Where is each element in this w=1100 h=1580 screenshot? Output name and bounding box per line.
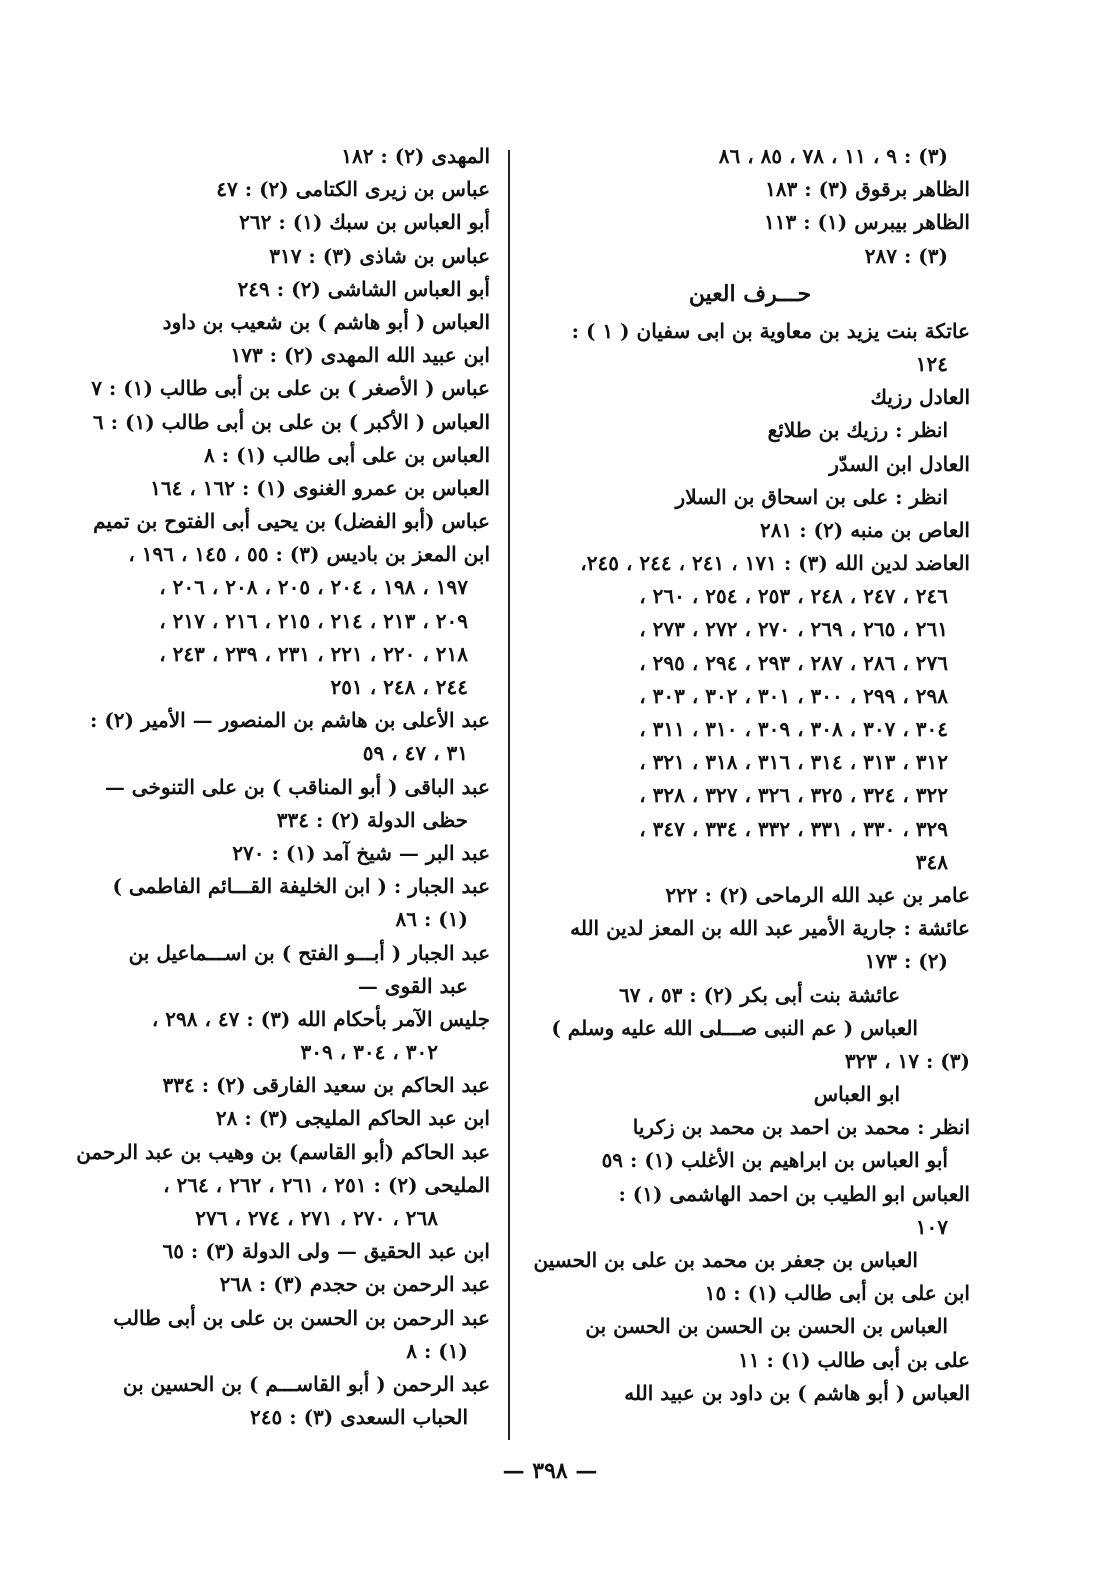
- line-ra-11: ٢٩٨ ، ٢٩٩ ، ٣٠٠ ، ٣٠١ ، ٣٠٢ ، ٣٠٣ ،: [639, 683, 948, 708]
- line-l-37: عبد الرحمن ( أبو القاســـم ) بن الحسين بن: [122, 1371, 490, 1396]
- line-l-3: عباس بن شاذى (٣) : ٣١٧: [269, 243, 490, 268]
- line-ra-8: ٢٤٦ ، ٢٤٧ ، ٢٤٨ ، ٢٥٣ ، ٢٥٤ ، ٢٦٠ ،: [639, 584, 948, 609]
- line-ra-1: ١٢٤: [915, 351, 948, 376]
- line-ra-0: عاتكة بنت يزيد بن معاوية بن ابى سفيان ( ١ ) :: [571, 318, 970, 343]
- line-l-20: حظى الدولة (٢) : ٣٣٤: [276, 807, 468, 832]
- line-l-23: (١) : ٨٦: [395, 907, 468, 932]
- line-l-11: عباس (أبو الفضل) بن يحيى أبى الفتوح بن تميم: [93, 509, 490, 534]
- line-l-26: جليس الآمر بأحكام الله (٣) : ٤٧ ، ٢٩٨ ،: [151, 1006, 490, 1031]
- line-ra-4: العادل ابن السدّر: [829, 451, 970, 476]
- left-column: [40, 140, 490, 1434]
- line-l-31: المليحى (٢) : ٢٥١ ، ٢٦١ ، ٢٦٢ ، ٢٦٤ ،: [163, 1172, 490, 1197]
- line-rb-1: الظاهر برقوق (٣) : ١٨٣: [765, 177, 970, 202]
- line-l-15: ٢١٨ ، ٢٢٠ ، ٢٢١ ، ٢٣١ ، ٢٣٩ ، ٢٤٣ ،: [159, 641, 468, 666]
- line-l-6: ابن عبيد الله المهدى (٢) : ١٧٣: [230, 343, 490, 368]
- line-l-19: عبد الباقى ( أبو المناقب ) بن على التنوخى —: [104, 774, 490, 799]
- right-column: [530, 140, 970, 1443]
- line-l-12: ابن المعز بن باديس (٣) : ٥٥ ، ١٤٥ ، ١٩٦ ،: [128, 542, 490, 567]
- line-ra-26: العباس ابو الطيب بن احمد الهاشمى (١) :: [618, 1181, 970, 1206]
- line-l-27: ٣٠٢ ، ٣٠٤ ، ٣٠٩: [300, 1040, 438, 1065]
- line-ra-15: ٣٢٩ ، ٣٣٠ ، ٣٣١ ، ٣٣٢ ، ٣٣٤ ، ٣٤٧ ،: [639, 816, 948, 841]
- line-ra-24: انظر : محمد بن احمد بن محمد بن زكريا: [632, 1115, 970, 1140]
- line-ra-21: العباس ( عم النبى صـــلى الله عليه وسلم ): [551, 1015, 918, 1040]
- line-l-7: عباس ( الأصغر ) بن على بن أبى طالب (١) : ٧: [91, 376, 490, 401]
- page-number: — ٣٩٨ —: [502, 1458, 598, 1484]
- line-ra-25: أبو العباس بن ابراهيم بن الأغلب (١) : ٥٩: [601, 1148, 948, 1173]
- line-ra-10: ٢٧٦ ، ٢٨٦ ، ٢٨٧ ، ٢٩٣ ، ٢٩٤ ، ٢٩٥ ،: [639, 650, 948, 675]
- line-ra-30: العباس بن الحسن بن الحسن بن الحسن بن: [585, 1314, 948, 1339]
- line-l-4: أبو العباس الشاشى (٢) : ٢٤٩: [237, 276, 490, 301]
- line-l-33: ابن عبد الحقيق — ولى الدولة (٣) : ٦٥: [162, 1239, 490, 1264]
- line-rb-0: (٣) : ٩ ، ١١ ، ٧٨ ، ٨٥ ، ٨٦: [718, 144, 948, 168]
- line-ra-18: عائشة : جارية الأمير عبد الله بن المعز لدين الله: [570, 916, 970, 941]
- line-ra-20: عائشة بنت أبى بكر (٢) : ٥٣ ، ٦٧: [618, 982, 900, 1007]
- line-l-30: عبد الحاكم (أبو القاسم) بن وهيب بن عبد الرحمن: [76, 1139, 490, 1164]
- section-heading: حـــرف العين: [688, 280, 812, 307]
- line-l-8: العباس ( الأكبر ) بن على بن أبى طالب (١) : ٦: [92, 409, 490, 434]
- line-l-25: عبد القوى —: [357, 973, 468, 998]
- line-l-13: ١٩٧ ، ١٩٨ ، ٢٠٤ ، ٢٠٥ ، ٢٠٨ ، ٢٠٦ ،: [159, 575, 468, 600]
- line-l-22: عبد الجبار : ( ابن الخليفة القـــائم الفاطمى ): [112, 874, 490, 899]
- line-ra-33: [530, 1410, 970, 1443]
- line-l-5: العباس ( أبو هاشم ) بن شعيب بن داود: [162, 309, 490, 334]
- line-l-1: عباس بن زيرى الكتامى (٢) : ٤٧: [216, 177, 490, 202]
- line-l-24: عبد الجبار ( أبـــو الفتح ) بن اســـماعيل بن: [128, 940, 490, 965]
- line-ra-9: ٢٦١ ، ٢٦٥ ، ٢٦٩ ، ٢٧٠ ، ٢٧٢ ، ٢٧٣ ،: [639, 617, 948, 642]
- line-l-35: عبد الرحمن بن الحسن بن على بن أبى طالب: [113, 1305, 490, 1330]
- line-l-2: أبو العباس بن سبك (١) : ٢٦٢: [239, 210, 490, 235]
- line-ra-28: العباس بن جعفر بن محمد بن على بن الحسين: [533, 1248, 918, 1272]
- line-l-28: عبد الحاكم بن سعيد الفارقى (٢) : ٣٣٤: [162, 1073, 490, 1098]
- line-l-14: ٢٠٩ ، ٢١٣ ، ٢١٤ ، ٢١٥ ، ٢١٦ ، ٢١٧ ،: [159, 608, 468, 633]
- line-l-18: ٣١ ، ٤٧ ، ٥٩: [362, 741, 468, 766]
- line-l-29: ابن عبد الحاكم المليجى (٣) : ٢٨: [215, 1106, 490, 1131]
- line-ra-31: على بن أبى طالب (١) : ١١: [738, 1347, 970, 1372]
- line-ra-3: انظر : رزيك بن طلائع: [767, 418, 948, 443]
- line-ra-12: ٣٠٤ ، ٣٠٧ ، ٣٠٨ ، ٣٠٩ ، ٣١٠ ، ٣١١ ،: [639, 717, 948, 741]
- line-l-38: الحباب السعدى (٣) : ٢٤٥: [250, 1405, 468, 1430]
- line-l-17: عبد الأعلى بن هاشم بن المنصور — الأمير (٢) :: [89, 708, 490, 733]
- line-l-21: عبد البر — شيخ آمد (١) : ٢٧٠: [232, 840, 490, 865]
- line-ra-13: ٣١٢ ، ٣١٣ ، ٣١٤ ، ٣١٦ ، ٣١٨ ، ٣٢١ ،: [639, 750, 948, 775]
- line-l-32: ٢٦٨ ، ٢٧٠ ، ٢٧١ ، ٢٧٤ ، ٢٧٦: [195, 1206, 438, 1230]
- line-ra-16: ٣٤٨: [915, 849, 948, 874]
- line-l-10: العباس بن عمرو الغنوى (١) : ١٦٢ ، ١٦٤: [150, 475, 490, 500]
- line-l-16: ٢٤٤ ، ٢٤٨ ، ٢٥١: [330, 675, 468, 699]
- line-ra-27: ١٠٧: [915, 1214, 948, 1239]
- line-ra-17: عامر بن عبد الله الرماحى (٢) : ٢٢٢: [665, 882, 970, 907]
- line-l-0: المهدى (٢) : ١٨٢: [341, 144, 490, 168]
- line-l-34: عبد الرحمن بن حجدم (٣) : ٢٦٨: [219, 1272, 490, 1297]
- line-ra-2: العادل رزيك: [870, 385, 970, 410]
- line-ra-19: (٢) : ١٧٣: [864, 949, 948, 974]
- line-ra-14: ٣٢٢ ، ٣٢٤ ، ٣٢٥ ، ٣٢٦ ، ٣٢٧ ، ٣٢٨ ،: [639, 783, 948, 808]
- line-ra-6: العاص بن منبه (٢) : ٢٨١: [760, 517, 970, 542]
- line-ra-23: ابو العباس: [813, 1082, 900, 1107]
- column-divider: [508, 150, 510, 1440]
- line-l-36: (١) : ٨: [406, 1338, 468, 1363]
- line-ra-5: انظر : على بن اسحاق بن السلار: [675, 484, 948, 509]
- line-rb-3: (٣) : ٢٨٧: [864, 243, 948, 268]
- line-l-9: العباس بن على أبى طالب (١) : ٨: [204, 442, 490, 467]
- line-ra-29: ابن على بن أبى طالب (١) : ١٥: [704, 1281, 970, 1306]
- line-rb-2: الظاهر بيبرس (١) : ١١٣: [764, 210, 970, 235]
- line-ra-7: العاضد لدين الله (٣) : ١٧١ ، ٢٤١ ، ٢٤٤ ، ٢٤٥،: [580, 551, 970, 576]
- line-ra-32: العباس ( أبو هاشم ) بن داود بن عبيد الله: [624, 1380, 970, 1405]
- line-ra-22: (٣) : ١٧ ، ٣٢٣: [844, 1048, 970, 1073]
